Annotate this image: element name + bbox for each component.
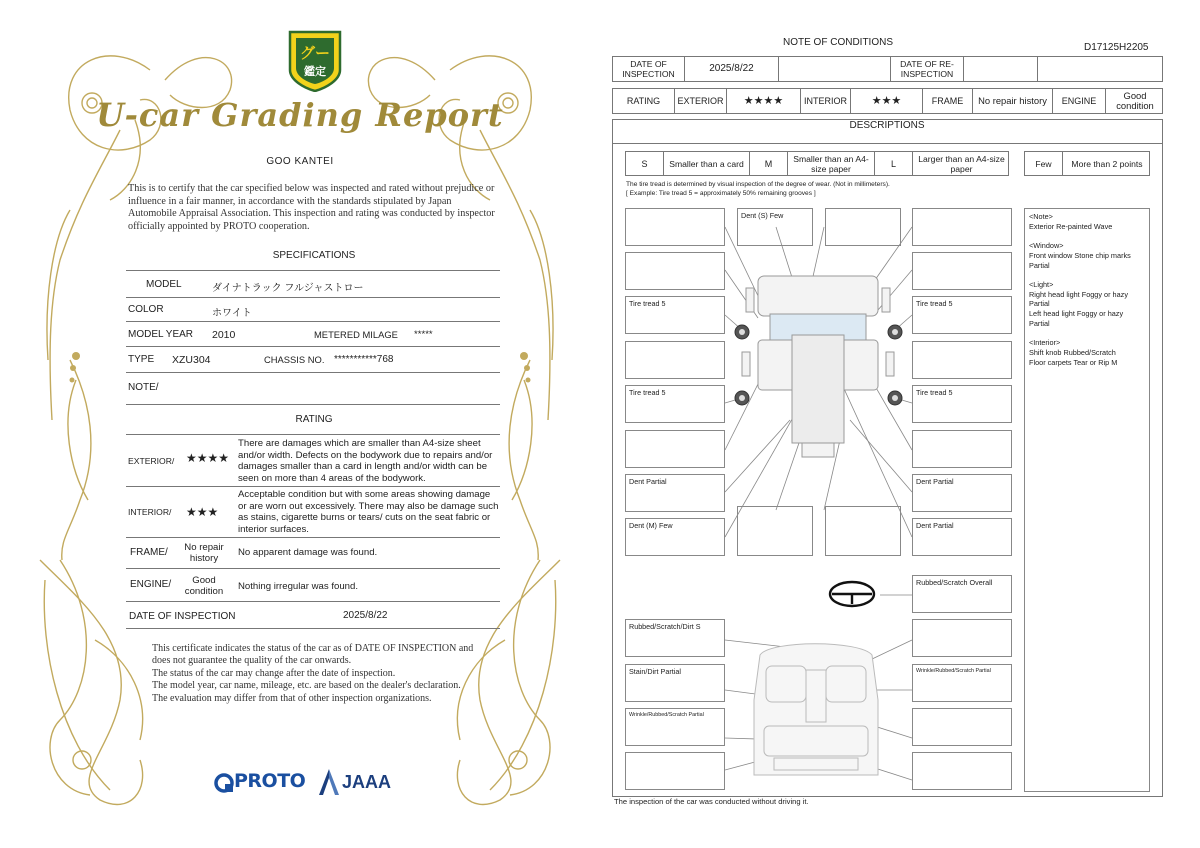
legend-s: S [626, 152, 664, 175]
rating-label: RATING [613, 89, 675, 113]
engine-label: ENGINE/ [130, 579, 172, 590]
engine-description: Nothing irregular was found. [238, 581, 358, 592]
damage-box [625, 208, 725, 246]
wrinkle-left-box: Wrinkle/Rubbed/Scratch Partial [625, 708, 725, 746]
stain-dirt-box: Stain/Dirt Partial [625, 664, 725, 702]
conditions-title: NOTE OF CONDITIONS [783, 37, 893, 48]
dent-partial-left-box: Dent Partial [625, 474, 725, 512]
legend-m-desc: Smaller than an A4-size paper [788, 152, 875, 175]
proto-logo: PROTO [234, 770, 306, 792]
report-code: D17125H2205 [1084, 42, 1149, 53]
model-year-value: 2010 [212, 329, 236, 341]
exterior-description: There are damages which are smaller than A4-size sheet and/or width. Defects on the bodywork due to repairs and/or damages smaller than a card in length and/or width can be seen on more than 4 areas of the bodywork. [238, 438, 493, 484]
note-heading: <Note> [1029, 212, 1053, 221]
dent-partial-right-lower-box: Dent Partial [912, 518, 1012, 556]
damage-box [912, 708, 1012, 746]
tire-note-line: [ Example: Tire tread 5 = approximately 50% remaining grooves ] [626, 190, 816, 197]
legend-l-desc: Larger than an A4-size paper [918, 153, 1005, 174]
tire-front-right-box: Tire tread 5 [912, 296, 1012, 334]
badge-text-top: グー [299, 44, 331, 62]
interior-stars: ★★★ [186, 505, 219, 519]
divider [126, 537, 500, 538]
wrinkle-right-box: Wrinkle/Rubbed/Scratch Partial [912, 664, 1012, 702]
proto-logo-icon [213, 772, 235, 794]
light-item: Left head light Foggy or hazy Partial [1029, 309, 1124, 328]
metered-milage-value: ***** [414, 329, 433, 340]
goo-kantei-badge [286, 30, 344, 92]
interior-value: ★★★ [851, 89, 923, 113]
interior-heading: <Interior> [1029, 338, 1061, 348]
closing-line: The status of the car may change after the date of inspection. [152, 667, 396, 679]
date-of-inspection-label: DATE OF INSPECTION [613, 57, 685, 81]
light-item: Right head light Foggy or hazy Partial [1029, 289, 1128, 309]
dent-m-few-box: Dent (M) Few [625, 518, 725, 556]
damage-box [912, 430, 1012, 468]
notes-panel [1024, 208, 1150, 792]
rubbed-dirt-box: Rubbed/Scratch/Dirt S [625, 619, 725, 657]
type-label: TYPE [128, 354, 155, 365]
damage-box [912, 341, 1012, 379]
light-heading: <Light> [1029, 279, 1054, 289]
type-value: XZU304 [172, 354, 211, 366]
divider [126, 601, 500, 602]
exterior-stars: ★★★★ [186, 451, 230, 465]
report-subtitle: GOO KANTEI [266, 156, 334, 167]
note-label: NOTE/ [128, 382, 159, 393]
damage-box [912, 252, 1012, 290]
tire-rear-right-box: Tire tread 5 [912, 385, 1012, 423]
frame-label: FRAME [923, 89, 973, 113]
exterior-value: ★★★★ [727, 89, 801, 113]
closing-line: The model year, car name, mileage, etc. are based on the dealer's declaration. [152, 680, 461, 692]
report-title: U-car Grading Report [96, 96, 504, 134]
descriptions-heading: DESCRIPTIONS [849, 120, 925, 131]
color-label: COLOR [128, 304, 164, 315]
specifications-heading: SPECIFICATIONS [272, 250, 356, 261]
tire-rear-left-box: Tire tread 5 [625, 385, 725, 423]
date-of-inspection-value: 2025/8/22 [685, 57, 779, 81]
chassis-value: ***********768 [334, 354, 394, 365]
model-label: MODEL [146, 279, 182, 290]
metered-milage-label: METERED MILAGE [314, 329, 398, 340]
closing-line: The evaluation may differ from that of other inspection organizations. [152, 692, 432, 704]
divider [126, 628, 500, 629]
window-heading: <Window> [1029, 241, 1064, 251]
legend-m: M [750, 152, 788, 175]
divider [126, 486, 500, 487]
window-item: Front window Stone chip marks Partial [1029, 250, 1131, 270]
divider [126, 568, 500, 569]
divider [126, 372, 500, 373]
damage-box [912, 208, 1012, 246]
damage-box [912, 619, 1012, 657]
chassis-label: CHASSIS NO. [264, 354, 325, 365]
interior-item: Shift knob Rubbed/Scratch [1029, 347, 1116, 357]
inspection-footnote: The inspection of the car was conducted without driving it. [614, 797, 809, 806]
badge-text-bottom: 鑑定 [304, 65, 326, 78]
divider [126, 270, 500, 271]
dent-s-few-box: Dent (S) Few [737, 208, 813, 246]
color-value: ホワイト [212, 308, 252, 319]
rubbed-overall-box: Rubbed/Scratch Overall [912, 575, 1012, 613]
closing-line: This certificate indicates the status of the car as of DATE OF INSPECTION and does not guarantee the quality of the car onwards. [152, 643, 474, 667]
rating-heading: RATING [295, 414, 333, 425]
jaaa-logo-icon [318, 768, 340, 796]
date-of-inspection-label: DATE OF INSPECTION [129, 611, 236, 622]
frame-label: FRAME/ [130, 547, 168, 558]
damage-box [625, 341, 725, 379]
interior-label: INTERIOR/ [128, 507, 172, 517]
model-value: ダイナトラック フルジャストロー [212, 283, 364, 294]
engine-value: Good condition [184, 575, 224, 598]
note-of-conditions [600, 0, 1200, 848]
divider [126, 434, 500, 435]
damage-box [625, 252, 725, 290]
interior-item: Floor carpets Tear or Rip M [1029, 357, 1118, 367]
interior-description: Acceptable condition but with some areas showing damage or are worn out excessively. There may also be damage such as stains, cigarette burns or tears/ cuts on the seat fabric or interior surfaces. [238, 489, 499, 535]
damage-box [825, 208, 901, 246]
date-of-reinspection-label: DATE OF RE-INSPECTION [891, 57, 964, 81]
date-of-inspection-value: 2025/8/22 [343, 610, 388, 621]
divider [126, 346, 500, 347]
steering-wheel-icon [830, 582, 874, 606]
tire-front-left-box: Tire tread 5 [625, 296, 725, 334]
interior-label: INTERIOR [801, 89, 851, 113]
damage-box [625, 430, 725, 468]
closing-statement [152, 643, 492, 705]
damage-box [825, 506, 901, 556]
damage-box [625, 752, 725, 790]
tire-note-line: The tire tread is determined by visual inspection of the degree of wear. (Not in millimeters). [626, 181, 890, 188]
legend-few: Few [1025, 152, 1063, 175]
legend-few-desc: More than 2 points [1071, 158, 1143, 169]
engine-label: ENGINE [1053, 89, 1106, 113]
damage-box [912, 752, 1012, 790]
frame-value: No repair history [184, 542, 224, 565]
exterior-label: EXTERIOR [675, 89, 727, 113]
damage-box [737, 506, 813, 556]
exterior-label: EXTERIOR/ [128, 456, 175, 466]
model-year-label: MODEL YEAR [128, 329, 194, 340]
certification-statement: This is to certify that the car specified below was inspected and rated without prejudice or influence in a fair manner, in accordance with the standards stipulated by Japan Automobile Appraisal Association. This inspection and rating was conducted by inspector officially appointed by PROTO cooperation. [128, 183, 495, 232]
legend-l: L [875, 152, 913, 175]
frame-description: No apparent damage was found. [238, 547, 378, 558]
note-item: Exterior Re-painted Wave [1029, 221, 1113, 231]
dent-partial-right-box: Dent Partial [912, 474, 1012, 512]
divider [126, 404, 500, 405]
divider [126, 297, 500, 298]
engine-value: Good condition [1116, 90, 1154, 111]
divider [126, 321, 500, 322]
jaaa-logo: JAAA [342, 772, 392, 792]
legend-s-desc: Smaller than a card [664, 152, 750, 175]
frame-value: No repair history [973, 89, 1053, 113]
